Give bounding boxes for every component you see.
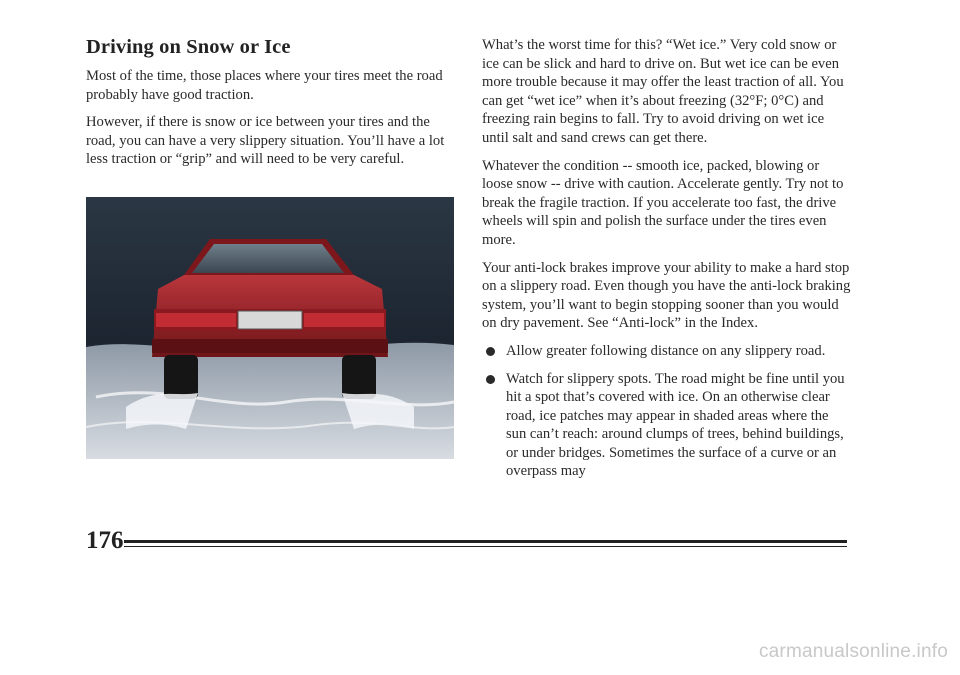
paragraph: What’s the worst time for this? “Wet ice.” Very cold snow or ice can be slick and hard to drive on. But wet ice can be even more trouble because it may offer the least traction of all. You can get “wet ice” when it’s about freezing (32°F; 0°C) and freezing rain begins to fall. Try to avoid driving on wet ice until salt and sand crews can get there. — [482, 37, 844, 146]
left-column — [86, 36, 458, 178]
bullet-icon — [486, 375, 495, 384]
footer-rule — [124, 540, 847, 543]
bullet-list — [482, 342, 852, 481]
section-heading: Driving on Snow or Ice — [86, 36, 291, 58]
page-number: 176 — [86, 527, 124, 554]
paragraph: Most of the time, those places where your tires meet the road probably have good traction. — [86, 68, 443, 103]
car-on-snow-illustration — [86, 197, 454, 459]
right-column — [482, 36, 852, 490]
paragraph: Whatever the condition -- smooth ice, packed, blowing or loose snow -- drive with caution. Accelerate gently. Try not to break the fragile traction. If you accelerate too fast, the drive wheels will spin and polish the surface under the tires even more. — [482, 157, 844, 248]
paragraph: Your anti-lock brakes improve your ability to make a hard stop on a slippery road. Even though you have the anti-lock braking system, you’ll want to begin stopping sooner than you would on dry pavement. See “Anti-lock” in the Index. — [482, 259, 851, 332]
bullet-text: Allow greater following distance on any slippery road. — [506, 342, 826, 359]
bullet-item — [482, 342, 852, 361]
bullet-icon — [486, 347, 495, 356]
watermark: carmanualsonline.info — [758, 641, 948, 662]
bullet-item — [482, 370, 852, 482]
footer-rule-thin — [124, 546, 847, 547]
bullet-text: Watch for slippery spots. The road might be fine until you hit a spot that’s covered with ice. On an otherwise clear road, ice patches may appear in shaded areas where the sun can’t reach: around clumps of trees, behind buildings, or under bridges. Sometimes the surface of a curve or an overpass may — [506, 370, 845, 480]
paragraph: However, if there is snow or ice between your tires and the road, you can have a very slippery situation. You’ll have a lot less traction or “grip” and will need to be very careful. — [86, 114, 445, 168]
